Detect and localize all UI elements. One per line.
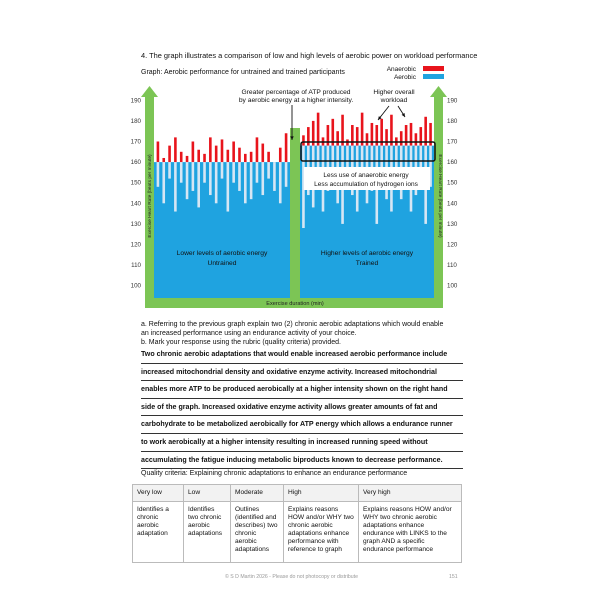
rubric-descriptor-high: Explains reasons HOW and/or WHY two chronic aerobic adaptations enhance performance with reference to graph [284,502,359,563]
trained-anaerobic-bar [317,113,320,146]
untrained-anaerobic-bar [203,154,206,162]
untrained-recovery-bar [162,162,165,203]
anaerobic-note-line-1: Less use of anaerobic energy [323,172,409,179]
untrained-anaerobic-bar [157,142,160,163]
legend-label-aerobic: Aerobic [393,74,416,81]
answer-block [141,346,463,469]
answer-line: accumulating the fatigue inducing metabolic biproducts known to decrease performance. [141,452,463,470]
ytick-label-left: 150 [130,179,141,187]
ytick-label-right: 100 [447,282,458,290]
right-axis-pillar-arrow [430,86,447,97]
rubric-descriptor-row [133,502,462,563]
untrained-recovery-bar [186,162,189,199]
rubric-header-low: Low [184,485,231,502]
trained-anaerobic-bar [356,127,359,146]
untrained-anaerobic-bar [244,154,247,162]
untrained-recovery-bar [232,162,235,183]
question-title: 4. The graph illustrates a comparison of low and high levels of aerobic power on workload performance [141,51,478,60]
ytick-label-left: 170 [130,138,141,146]
untrained-recovery-bar [203,162,206,183]
ytick-label-right: 190 [447,97,458,105]
trained-anaerobic-bar [385,129,388,145]
anaerobic-note-line-2: Less accumulation of hydrogen ions [314,181,418,188]
y-axis-label-left: Exercise Heart Rate (beats per minute) [148,154,153,238]
trained-anaerobic-bar [415,133,418,145]
ytick-label-left: 100 [130,282,141,290]
rubric-header-row [133,485,462,502]
ytick-label-left: 160 [130,159,141,167]
untrained-anaerobic-bar [186,156,189,162]
untrained-anaerobic-bar [162,158,165,162]
trained-label-line-2: Trained [355,260,379,267]
untrained-anaerobic-bar [232,142,235,163]
footer-copyright: © S D Martin 2026 - Please do not photocopy or distribute [225,574,359,580]
trained-anaerobic-bar [366,133,369,145]
untrained-anaerobic-bar [209,137,212,162]
rubric-descriptor-very-low: Identifies a chronic aerobic adaptation [133,502,184,563]
untrained-recovery-bar [180,162,183,183]
rubric-descriptor-very-high: Explains reasons HOW and/or WHY two chronic aerobic adaptations enhance endurance with LINKS to the graph AND a specific endurance performance [359,502,462,563]
rubric-table [132,484,462,563]
untrained-recovery-bar [168,162,171,178]
rubric-header-very-high: Very high [359,485,462,502]
ytick-label-right: 170 [447,138,458,146]
rubric-header-very-low: Very low [133,485,184,502]
ytick-label-right: 120 [447,241,458,249]
legend-label-anaerobic: Anaerobic [386,66,416,73]
untrained-recovery-bar [285,162,288,187]
question-parts [141,320,471,347]
page-number: 151 [449,574,458,580]
untrained-recovery-bar [267,162,270,178]
ytick-label-left: 120 [130,241,141,249]
untrained-label-line-1: Lower levels of aerobic energy [176,250,268,257]
untrained-anaerobic-bar [180,152,183,162]
atp-note-line-2: by aerobic energy at a higher intensity. [238,97,354,104]
ytick-label-left: 190 [130,97,141,105]
untrained-recovery-bar [157,162,160,187]
trained-anaerobic-bar [390,115,393,146]
workload-note-line-1: Higher overall [373,89,415,96]
answer-line: to work aerobically at a higher intensity resulting in increased running speed without [141,434,463,452]
untrained-recovery-bar [256,162,259,183]
ytick-label-right: 110 [447,262,457,270]
untrained-recovery-bar [197,162,200,207]
ytick-label-left: 130 [130,220,141,228]
answer-line: side of the graph. Increased oxidative enzyme activity allows greater amounts of fat and [141,399,463,417]
answer-line: enables more ATP to be produced aerobically at a higher intensity shown on the right hand [141,381,463,399]
untrained-anaerobic-bar [285,133,288,162]
untrained-anaerobic-bar [221,139,224,162]
rubric-header-high: High [284,485,359,502]
untrained-anaerobic-bar [192,142,195,163]
untrained-recovery-bar [261,162,264,195]
untrained-label-line-2: Untrained [207,260,237,267]
trained-anaerobic-bar [400,131,403,145]
ytick-label-right: 140 [447,200,458,208]
untrained-recovery-bar [174,162,177,211]
untrained-recovery-bar [192,162,195,191]
answer-line: carbohydrate to be metabolized aerobically for ATP energy which allows a endurance runner [141,416,463,434]
ytick-label-left: 140 [130,200,141,208]
trained-anaerobic-bar [336,131,339,145]
center-divider-pillar [290,128,300,306]
rubric-descriptor-moderate: Outlines (identified and describes) two chronic aerobic adaptations [231,502,284,563]
quality-criteria-title: Quality criteria: Explaining chronic adaptations to enhance an endurance performance [141,470,408,477]
trained-label-line-1: Higher levels of aerobic energy [320,250,414,257]
y-axis-label-right: Exercise Heart Rate (beats per minute) [437,154,442,238]
trained-anaerobic-bar [302,135,305,145]
ytick-label-right: 160 [447,159,458,167]
untrained-anaerobic-bar [256,137,259,162]
untrained-recovery-bar [215,162,218,203]
ytick-label-right: 130 [447,220,458,228]
untrained-recovery-bar [244,162,247,203]
rubric-descriptor-low: Identifies two chronic aerobic adaptations [184,502,231,563]
workload-note-line-2: workload [380,97,408,104]
answer-line: increased mitochondrial density and oxidative enzyme activity. Increased mitochondrial [141,364,463,382]
untrained-anaerobic-bar [250,152,253,162]
trained-anaerobic-bar [341,115,344,146]
part-b-line: b. Mark your response using the rubric (quality criteria) provided. [141,339,341,346]
ytick-label-right: 150 [447,179,458,187]
untrained-recovery-bar [209,162,212,195]
untrained-recovery-bar [221,162,224,178]
graph-label: Graph: Aerobic performance for untrained and trained participants [141,69,345,76]
untrained-anaerobic-bar [267,152,270,162]
untrained-recovery-bar [227,162,230,211]
untrained-anaerobic-bar [261,144,264,163]
untrained-recovery-bar [279,162,282,203]
untrained-anaerobic-bar [227,150,230,162]
trained-anaerobic-bar [419,127,422,146]
untrained-recovery-bar [250,162,253,199]
trained-anaerobic-bar [307,127,310,146]
atp-note-line-1: Greater percentage of ATP produced [241,89,351,96]
untrained-anaerobic-bar [279,148,282,162]
untrained-anaerobic-bar [168,146,171,162]
rubric-header-moderate: Moderate [231,485,284,502]
left-axis-pillar-arrow [141,86,158,97]
part-a-line-1: a. Referring to the previous graph explain two (2) chronic aerobic adaptations which would enable [141,321,444,328]
part-a-line-2: an increased performance using an endurance activity of your choice. [141,330,357,337]
untrained-recovery-bar [238,162,241,191]
ytick-label-left: 110 [131,262,141,270]
answer-line: Two chronic aerobic adaptations that would enable increased aerobic performance include [141,346,463,364]
trained-anaerobic-bar [361,113,364,146]
untrained-recovery-bar [273,162,276,191]
untrained-anaerobic-bar [238,148,241,162]
untrained-anaerobic-bar [174,137,177,162]
x-axis-label: Exercise duration (min) [266,301,324,307]
untrained-anaerobic-bar [215,146,218,162]
untrained-anaerobic-bar [197,150,200,162]
ytick-label-left: 180 [130,117,141,125]
ytick-label-right: 180 [447,117,458,125]
